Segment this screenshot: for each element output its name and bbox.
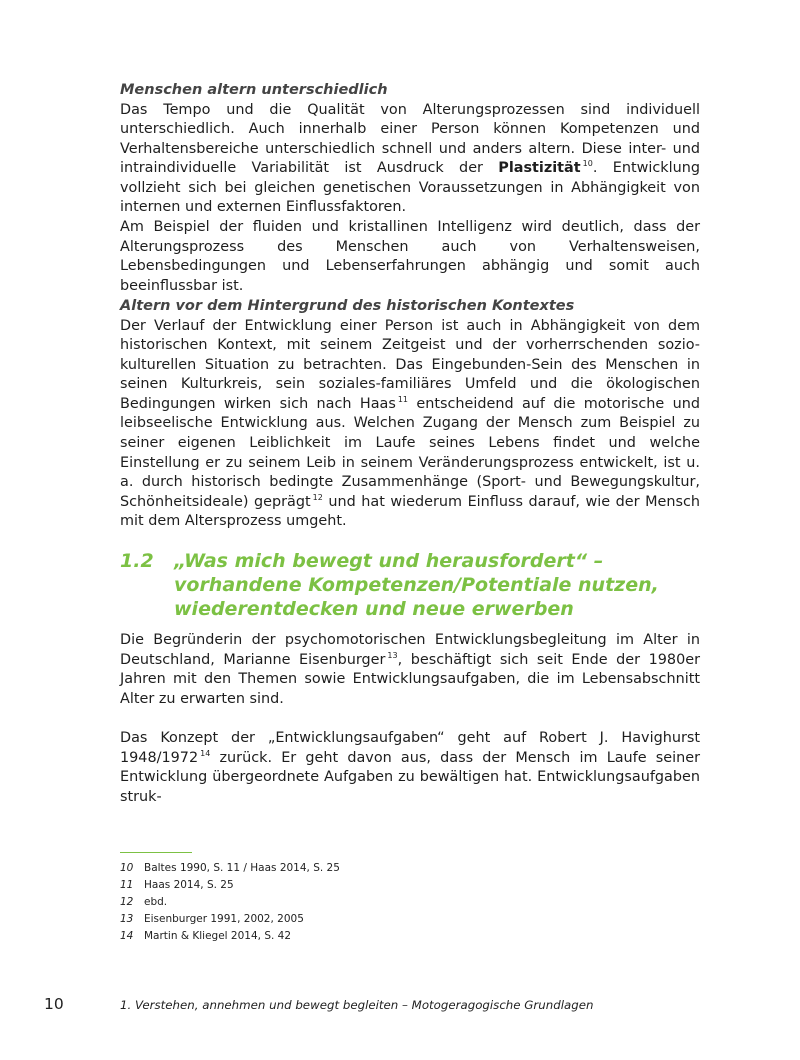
footnote: 13 Eisenburger 1991, 2002, 2005	[120, 913, 304, 925]
paragraph: Am Beispiel der fluiden und kristallinen Intelligenz wird deutlich, dass der Alterungsprozess des Menschen auch von Verhaltensweisen, Lebensbedingungen und Lebenserfahrungen abhängig und somit auch beeinflussbar ist.	[120, 219, 700, 294]
running-title: 1. Verstehen, annehmen und bewegt begleiten – Motogeragogische Grundlagen	[120, 998, 594, 1012]
footnote: 11 Haas 2014, S. 25	[120, 879, 234, 891]
footnote: 10 Baltes 1990, S. 11 / Haas 2014, S. 25	[120, 862, 340, 874]
section-development-tasks	[120, 631, 700, 807]
footnote-ref: 14	[200, 748, 211, 758]
footnote-ref: 11	[397, 395, 409, 405]
footnote-ref: 13	[387, 650, 398, 660]
section-historical-context	[120, 297, 700, 532]
section-plasticity	[120, 81, 700, 296]
footnotes	[120, 860, 340, 945]
subheading: Menschen altern unterschiedlich	[120, 82, 388, 98]
heading-number: 1.2	[120, 550, 154, 572]
section-heading	[120, 549, 720, 621]
page-number: 10	[44, 995, 64, 1013]
footnote-divider	[120, 852, 192, 853]
footnote: 12 ebd.	[120, 896, 168, 908]
footnote-ref: 12	[312, 493, 323, 503]
footnote-ref: 10	[582, 159, 593, 169]
heading-text: „Was mich bewegt und herausfordert“ – vorhandene Kompetenzen/Potentiale nutzen, wiederentdecken und neue erwerben	[174, 550, 659, 620]
paragraph: Der Verlauf der Entwicklung einer Person ist auch in Abhängigkeit von dem historischen Kontext, mit seinem Zeitgeist und der vorherrschenden sozio-kulturellen Situation zu betrachten. Das Eingebunden-Sein des Menschen in seinen Kulturkreis, sein soziales-familiäres Umfeld und die ökologischen Bedingungen wirken sich nach Haas $^{11}$ entscheidend auf die motorische und leibseelische Entwicklung aus. Welchen Zugang der Mensch zum Beispiel zu seiner eigenen Leiblichkeit im Laufe seines Lebens findet und welche Einstellung er zu seinem Leib in seinem Veränderungsprozess entwickelt, ist u. a. durch historisch bedingte Zusammenhänge (Sport- und Bewegungskultur, Schönheitsideale) geprägt $^{12}$ und hat wiederum Einfluss darauf, wie der Mensch mit dem Altersprozess umgeht.	[120, 317, 701, 530]
paragraph: Das Konzept der „Entwicklungsaufgaben“ geht auf Robert J. Havighurst 1948/1972 $^{14}$ zurück. Er geht davon aus, dass der Mensch im Laufe seiner Entwicklung übergeordnete Aufgaben zu bewältigen hat. Entwicklungsaufgaben struk-	[120, 729, 700, 805]
subheading: Altern vor dem Hintergrund des historischen Kontextes	[120, 298, 575, 314]
bold-term: Plastizität	[498, 160, 581, 177]
footnote: 14 Martin & Kliegel 2014, S. 42	[120, 930, 292, 942]
paragraph: Das Tempo und die Qualität von Alterungsprozessen sind individuell unterschiedlich. Auch innerhalb einer Person können Kompetenzen und Verhaltensbereiche unterschiedlich schnell und anders altern. Diese inter- und intraindividuelle Variabilität ist Ausdruck der Plastizität $^{10}$. Entwicklung vollzieht sich bei gleichen genetischen Voraussetzungen in Abhängigkeit von internen und externen Einflussfaktoren.	[120, 101, 700, 216]
paragraph: Die Begründerin der psychomotorischen Entwicklungsbegleitung im Alter in Deutschland, Marianne Eisenburger $^{13}$, beschäftigt sich seit Ende der 1980er Jahren mit den Themen sowie Entwicklungsaufgaben, die im Lebensabschnitt Alter zu erwarten sind.	[120, 632, 700, 707]
